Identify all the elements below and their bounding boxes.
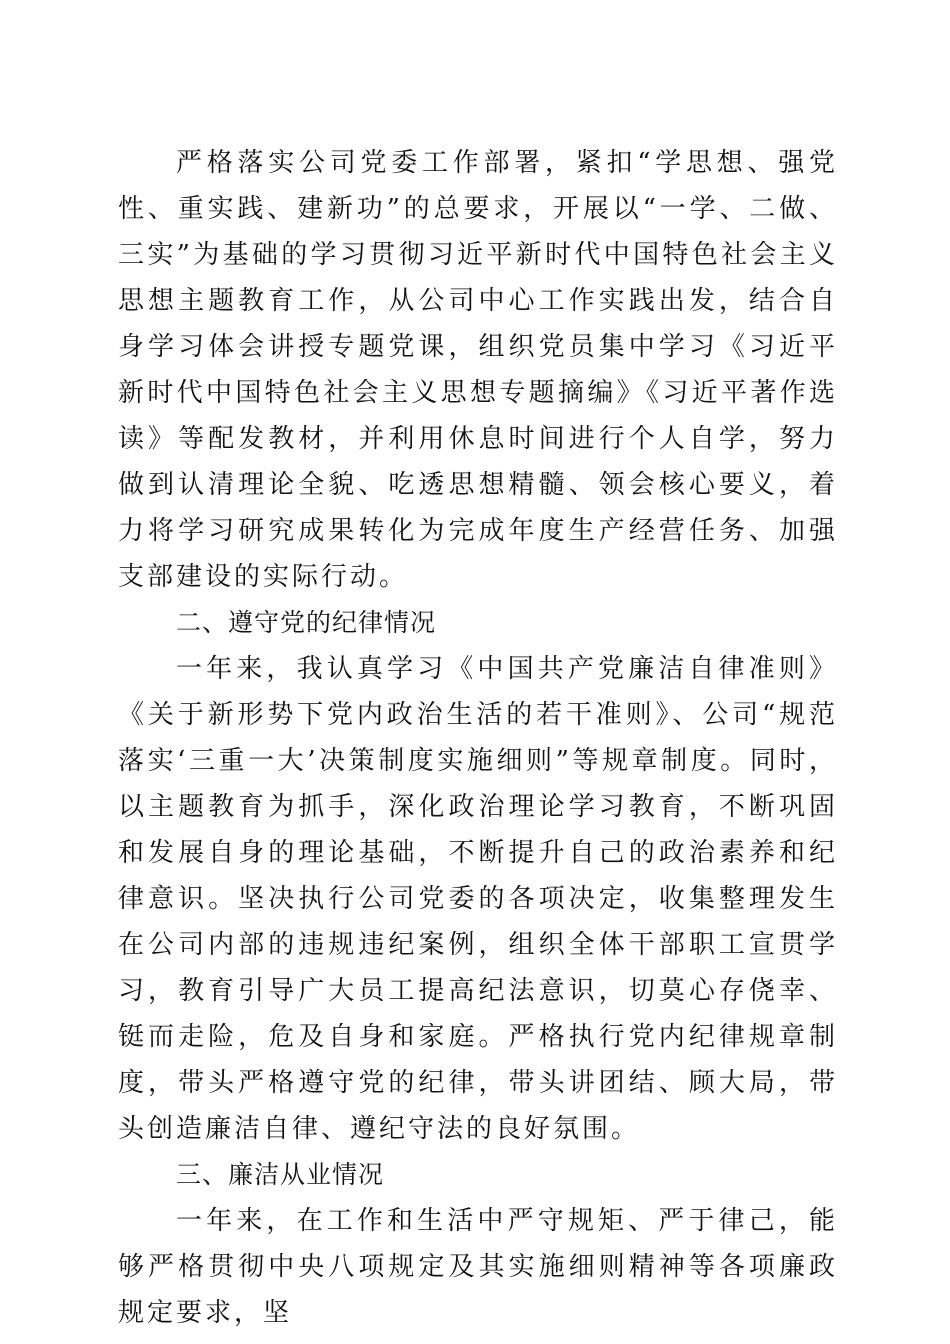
paragraph-study-implementation: 严格落实公司党委工作部署，紧扣“学思想、强党性、重实践、建新功”的总要求，开展以“一学、二做、三实”为基础的学习贯彻习近平新时代中国特色社会主义思想主题教育工作，从公司中心工作实践出发，结合自身学习体会讲授专题党课，组织党员集中学习《习近平新时代中国特色社会主义思想专题摘编》《习近平著作选读》等配发教材，并利用休息时间进行个人自学，努力做到认清理论全貌、吃透思想精髓、领会核心要义，着力将学习研究成果转化为完成年度生产经营任务、加强支部建设的实际行动。 bbox=[118, 148, 838, 592]
document-body bbox=[118, 140, 838, 1336]
section-heading-party-discipline: 二、遵守党的纪律情况 bbox=[176, 608, 437, 637]
section-heading-clean-practice: 三、廉洁从业情况 bbox=[176, 1160, 385, 1189]
paragraph-party-discipline: 一年来，我认真学习《中国共产党廉洁自律准则》《关于新形势下党内政治生活的若干准则》、公司“规范落实‘三重一大’决策制度实施细则”等规章制度。同时，以主题教育为抓手，深化政治理论学习教育，不断巩固和发展自身的理论基础，不断提升自己的政治素养和纪律意识。坚决执行公司党委的各项决定，收集整理发生在公司内部的违规违纪案例，组织全体干部职工宣贯学习，教育引导广大员工提高纪法意识，切莫心存侥幸、铤而走险，危及自身和家庭。严格执行党内纪律规章制度，带头严格遵守党的纪律，带头讲团结、顾大局，带头创造廉洁自律、遵纪守法的良好氛围。 bbox=[118, 654, 838, 1144]
paragraph-clean-practice: 一年来，在工作和生活中严守规矩、严于律己，能够严格贯彻中央八项规定及其实施细则精神等各项廉政规定要求，坚 bbox=[118, 1206, 838, 1328]
